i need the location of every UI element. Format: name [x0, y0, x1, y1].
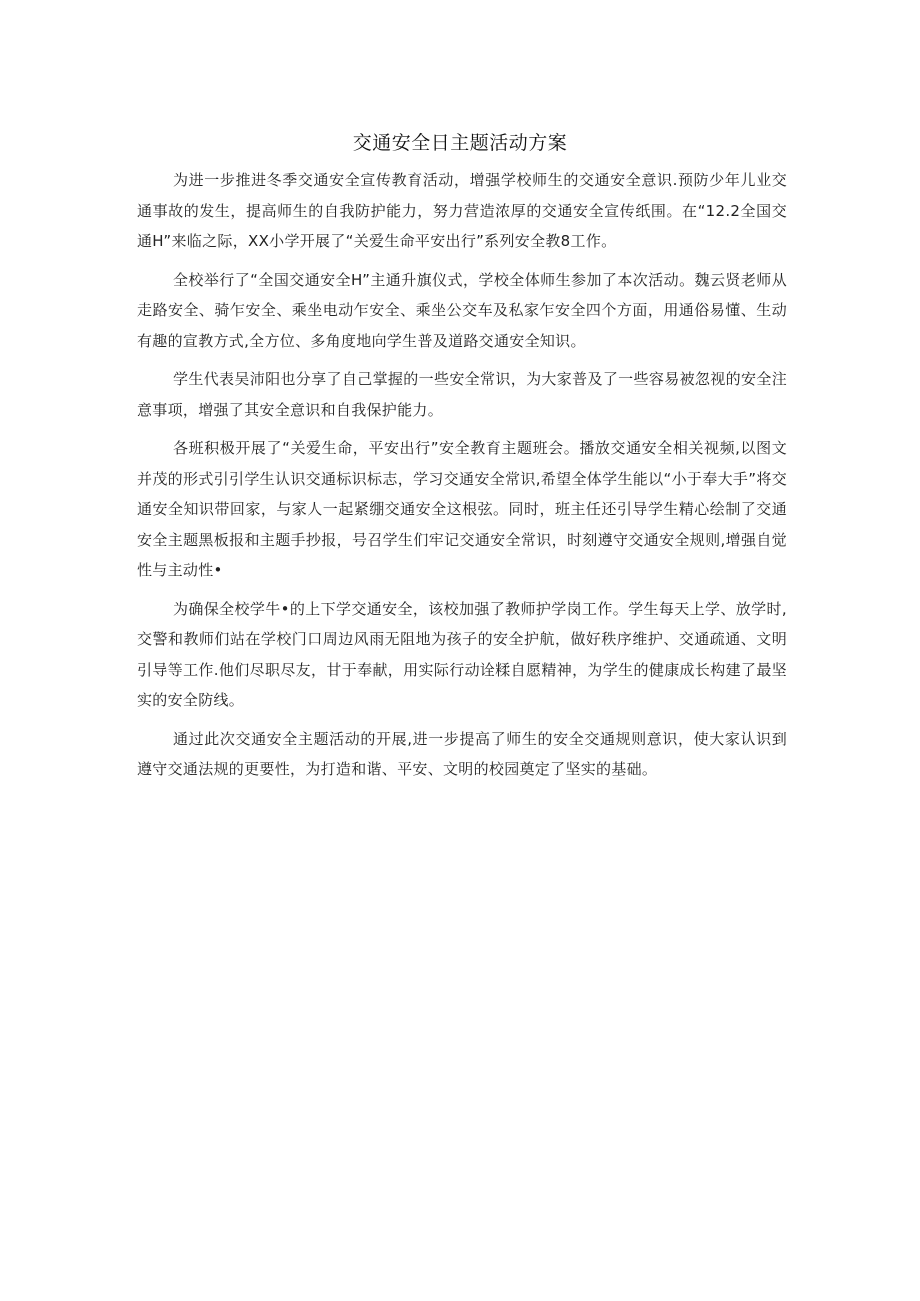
document-title: 交通安全日主题活动方案: [352, 132, 568, 154]
paragraph-teacher-guard-duty: 为确保全校学牛•的上下学交通安全，该校加强了教师护学岗工作。学生每天上学、放学时,交警和教师们站在学校门口周边风雨无阻地为孩子的安全护航，做好秩序维护、交通疏通、文明引导等工作.他们尽职尽友，甘于奉献，用实际行动诠糅自愿精神，为学生的健康成长构建了最坚实的安全防线。: [137, 599, 787, 709]
paragraph-student-representative: 学生代表吴沛阳也分享了自己掌握的一些安全常识，为大家普及了一些容易被忽视的安全注意事项，增强了其安全意识和自我保护能力。: [137, 370, 787, 419]
paragraph-class-meetings: 各班积极开展了“关爱生命，平安出行”安全教育主题班会。播放交通安全相关视频,以图文并茂的形式引引学生认识交通标识标志，学习交通安全常识,希望全体学生能以“小于奉大手”将交通安全知识带回家，与家人一起紧绷交通安全这根弦。同时，班主任还引导学生精心绘制了交通安全主题黑板报和主题手抄报，号召学生们牢记交通安全常识，时刻遵守交通安全规则,增强自觉性与主动性•: [137, 439, 787, 579]
paragraph-intro: 为进一步推进冬季交通安全宣传教育活动，增强学校师生的交通安全意识.预防少年儿业交通事故的发生，提高师生的自我防护能力，努力营造浓厚的交通安全宣传纸围。在“12.2全国交通H”来临之际，XX小学开展了“关爱生命平安出行”系列安全教8工作。: [137, 171, 787, 250]
document-body: [137, 165, 787, 793]
paragraph-flag-ceremony: 全校举行了“全国交通安全H”主通升旗仪式，学校全体师生参加了本次活动。魏云贤老师从走路安全、骑乍安全、乘坐电动乍安全、乘坐公交车及私家乍安全四个方面，用通俗易懂、生动有趣的宣教方式,全方位、多角度地向学生普及道路交通安全知识。: [137, 270, 787, 350]
paragraph-conclusion: 通过此次交通安全主题活动的开展,进一步提高了师生的安全交通规则意识，使大家认识到遵守交通法规的更要性，为打造和谐、平安、文明的校园奠定了坚实的基础。: [137, 729, 787, 778]
